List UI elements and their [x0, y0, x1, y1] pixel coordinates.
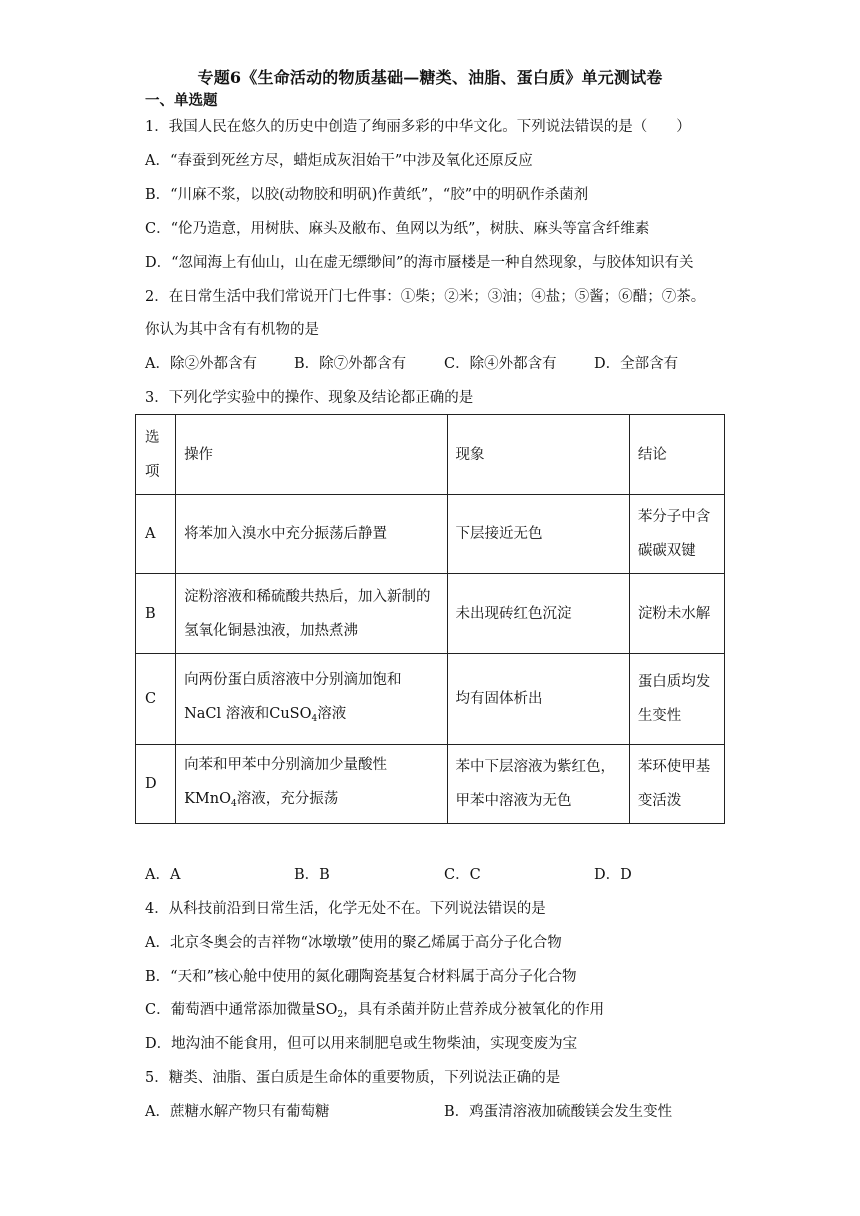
question-2-option-c[interactable]: C．除④外都含有: [444, 356, 557, 372]
header-operation: 操作: [176, 415, 447, 495]
question-1-stem: 1．我国人民在悠久的历史中创造了绚丽多彩的中华文化。下列说法错误的是（ ）: [145, 119, 691, 135]
question-5-stem: 5．糖类、油脂、蛋白质是生命体的重要物质，下列说法正确的是: [145, 1070, 561, 1086]
header-conclusion: 结论: [629, 415, 724, 495]
question-5-option-a[interactable]: A．蔗糖水解产物只有葡萄糖: [145, 1104, 330, 1120]
question-4-option-d[interactable]: D．地沟油不能食用，但可以用来制肥皂或生物柴油，实现变废为宝: [145, 1036, 578, 1052]
row-conclusion: 苯环使甲基 变活泼: [629, 745, 724, 824]
row-phenomenon: 均有固体析出: [447, 654, 629, 745]
row-label: B: [136, 574, 176, 654]
question-2-stem-line-1: 2．在日常生活中我们常说开门七件事：①柴；②米；③油；④盐；⑤酱；⑥醋；⑦茶。: [145, 289, 706, 305]
question-3-option-b[interactable]: B．B: [294, 867, 330, 883]
question-1-option-a[interactable]: A．“春蚕到死丝方尽，蜡炬成灰泪始干”中涉及氧化还原反应: [145, 153, 533, 169]
row-label: A: [136, 495, 176, 574]
table-row: [136, 495, 725, 574]
question-3-option-c[interactable]: C．C: [444, 867, 481, 883]
question-3-option-a[interactable]: A．A: [145, 867, 181, 883]
row-phenomenon: 下层接近无色: [447, 495, 629, 574]
table-row: [136, 745, 725, 824]
question-4-option-c[interactable]: C．葡萄酒中通常添加微量$SO_2$，具有杀菌并防止营养成分被氧化的作用: [145, 1002, 605, 1020]
question-1-option-b[interactable]: B．“川麻不浆，以胶(动物胶和明矾)作黄纸”，“胶”中的明矾作杀菌剂: [145, 187, 589, 203]
question-3-stem: 3．下列化学实验中的操作、现象及结论都正确的是: [145, 390, 474, 406]
question-2-option-d[interactable]: D．全部含有: [594, 356, 679, 372]
table-header-row: [136, 415, 725, 495]
section-heading: 一、单选题: [145, 92, 218, 109]
experiment-table: [135, 414, 725, 824]
row-operation: 将苯加入溴水中充分振荡后静置: [176, 495, 447, 574]
question-4-option-b[interactable]: B．“天和”核心舱中使用的氮化硼陶瓷基复合材料属于高分子化合物: [145, 969, 577, 985]
question-2-option-a[interactable]: A．除②外都含有: [145, 356, 257, 372]
table-row: [136, 574, 725, 654]
row-phenomenon: 苯中下层溶液为紫红色， 甲苯中溶液为无色: [447, 745, 629, 824]
row-label: D: [136, 745, 176, 824]
question-2-option-b[interactable]: B．除⑦外都含有: [294, 356, 407, 372]
row-operation: 淀粉溶液和稀硫酸共热后，加入新制的 氢氧化铜悬浊液，加热煮沸: [176, 574, 447, 654]
row-label: C: [136, 654, 176, 745]
question-1-option-d[interactable]: D．“忽闻海上有仙山，山在虚无缥缈间”的海市蜃楼是一种自然现象，与胶体知识有关: [145, 255, 694, 271]
table-row: [136, 654, 725, 745]
question-5-option-b[interactable]: B．鸡蛋清溶液加硫酸镁会发生变性: [444, 1104, 673, 1120]
row-conclusion: 淀粉未水解: [629, 574, 724, 654]
question-3-option-d[interactable]: D．D: [594, 867, 632, 883]
row-conclusion: 蛋白质均发 生变性: [629, 654, 724, 745]
header-option: 选 项: [136, 415, 176, 495]
question-4-option-a[interactable]: A．北京冬奥会的吉祥物“冰墩墩”使用的聚乙烯属于高分子化合物: [145, 935, 562, 951]
row-operation: 向苯和甲苯中分别滴加少量酸性 KMnO$_4$溶液，充分振荡: [176, 745, 447, 824]
question-2-stem-line-2: 你认为其中含有有机物的是: [145, 322, 319, 338]
question-1-option-c[interactable]: C．“伦乃造意，用树肤、麻头及敝布、鱼网以为纸”，树肤、麻头等富含纤维素: [145, 221, 650, 237]
header-phenomenon: 现象: [447, 415, 629, 495]
row-conclusion: 苯分子中含 碳碳双键: [629, 495, 724, 574]
row-phenomenon: 未出现砖红色沉淀: [447, 574, 629, 654]
question-4-stem: 4．从科技前沿到日常生活，化学无处不在。下列说法错误的是: [145, 901, 546, 917]
page-title: 专题6《生命活动的物质基础—糖类、油脂、蛋白质》单元测试卷: [197, 68, 663, 87]
row-operation: 向两份蛋白质溶液中分别滴加饱和 NaCl 溶液和CuSO$_4$溶液: [176, 654, 447, 745]
